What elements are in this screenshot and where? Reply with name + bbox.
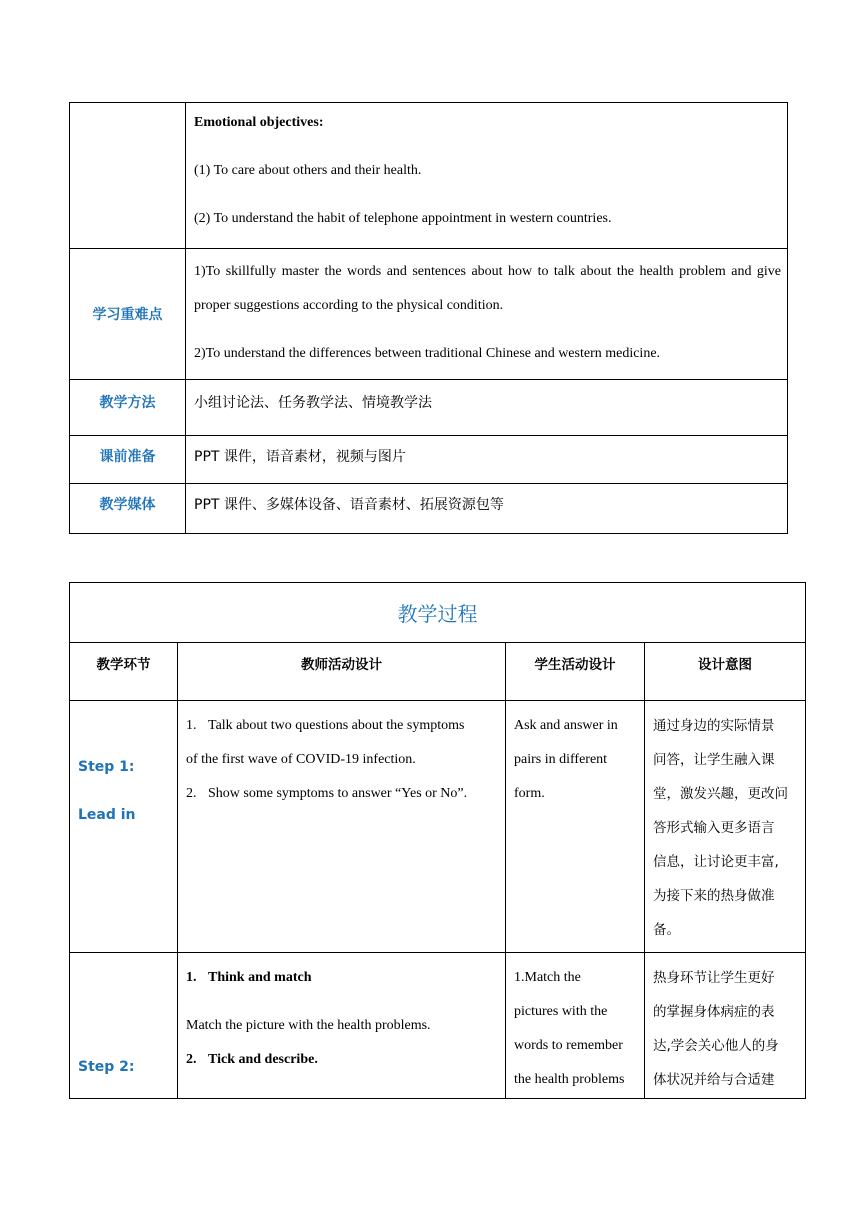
key-point-1: 1)To skillfully master the words and sentences about how to talk about the health problem and give proper suggestions according to the physical condition. — [194, 264, 781, 313]
step1-intent-line-5: 信息，让讨论更丰富, — [653, 854, 779, 870]
step2-student-line-4: the health problems — [514, 1072, 625, 1087]
key-points-label-cell — [70, 249, 186, 380]
header-design-intent: 设计意图 — [645, 643, 806, 701]
key-points-label: 学习重难点 — [92, 307, 163, 323]
step1-intent-line-2: 问答，让学生融入课 — [653, 752, 775, 768]
step1-student-line-1: Ask and answer in — [514, 718, 618, 733]
step2-intent-cell — [645, 953, 806, 1099]
step1-intent-line-3: 堂，激发兴趣，更改问 — [653, 786, 788, 802]
step2-intent-line-3: 达,学会关心他人的身 — [653, 1038, 779, 1054]
emotional-heading: Emotional objectives: — [194, 115, 324, 130]
methods-value: 小组讨论法、任务教学法、情境教学法 — [186, 380, 788, 436]
step2-intent-line-4: 体状况并给与合适建 — [653, 1072, 775, 1088]
methods-label: 教学方法 — [99, 395, 156, 411]
process-title-cell — [70, 583, 806, 643]
step2-student-line-3: words to remember — [514, 1038, 623, 1053]
step1-label-cell — [70, 701, 178, 953]
header-student-activity: 学生活动设计 — [506, 643, 645, 701]
key-point-2: 2)To understand the differences between traditional Chinese and western medicine. — [194, 346, 661, 361]
header-stage: 教学环节 — [70, 643, 178, 701]
step1-label: Step 1: — [78, 759, 135, 775]
empty-label-cell — [70, 103, 186, 249]
step2-label: Step 2: — [78, 1059, 135, 1075]
methods-label-cell — [70, 380, 186, 436]
step2-teacher-line-1: 1. Think and match — [186, 970, 312, 985]
emotional-item-2: (2) To understand the habit of telephone appointment in western countries. — [194, 211, 612, 226]
step1-teacher-cell — [178, 701, 506, 953]
step2-teacher-cell — [178, 953, 506, 1099]
media-label-cell — [70, 484, 186, 534]
step1-intent-line-7: 备。 — [653, 922, 680, 938]
step2-student-cell — [506, 953, 645, 1099]
step1-intent-line-1: 通过身边的实际情景 — [653, 718, 775, 734]
process-title: 教学过程 — [397, 602, 478, 626]
step1-intent-line-6: 为接下来的热身做准 — [653, 888, 775, 904]
preparation-value: PPT 课件，语音素材，视频与图片 — [186, 436, 788, 484]
step1-student-line-2: pairs in different — [514, 752, 608, 767]
header-teacher-activity: 教师活动设计 — [178, 643, 506, 701]
emotional-objectives-cell — [186, 103, 788, 249]
step1-sublabel: Lead in — [78, 807, 136, 823]
step1-intent-line-4: 答形式输入更多语言 — [653, 820, 775, 836]
step1-intent-cell — [645, 701, 806, 953]
key-points-cell — [186, 249, 788, 380]
step1-teacher-line-2: of the first wave of COVID-19 infection. — [186, 752, 416, 767]
step2-label-cell — [70, 953, 178, 1099]
media-label: 教学媒体 — [99, 497, 156, 513]
step2-teacher-line-3: 2. Tick and describe. — [186, 1052, 318, 1067]
step2-intent-line-1: 热身环节让学生更好 — [653, 970, 775, 986]
step2-student-line-1: 1.Match the — [514, 970, 581, 985]
step1-student-cell — [506, 701, 645, 953]
step1-teacher-line-3: 2. Show some symptoms to answer “Yes or No”. — [186, 786, 468, 801]
preparation-label: 课前准备 — [99, 449, 156, 465]
emotional-item-1: (1) To care about others and their health. — [194, 163, 422, 178]
step1-teacher-line-1: 1. Talk about two questions about the symptoms — [186, 718, 465, 733]
teaching-process-table — [69, 582, 806, 1099]
objectives-table — [69, 102, 788, 534]
step2-teacher-line-2: Match the picture with the health problems. — [186, 1018, 431, 1033]
media-value: PPT 课件、多媒体设备、语音素材、拓展资源包等 — [186, 484, 788, 534]
preparation-label-cell — [70, 436, 186, 484]
step1-student-line-3: form. — [514, 786, 545, 801]
step2-intent-line-2: 的掌握身体病症的表 — [653, 1004, 775, 1020]
step2-student-line-2: pictures with the — [514, 1004, 608, 1019]
